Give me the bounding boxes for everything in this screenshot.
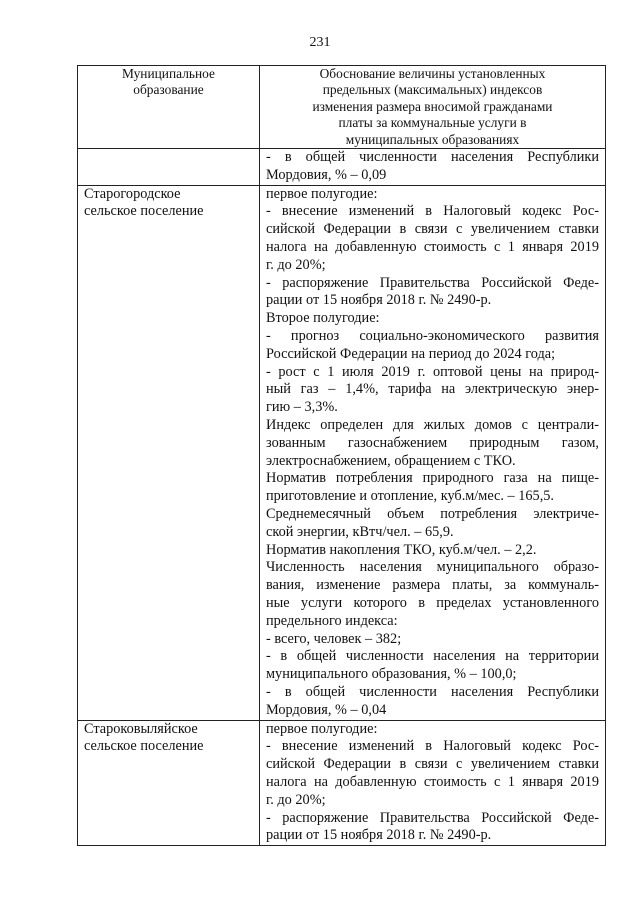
tariff-index-table [77, 65, 606, 846]
justification-text-line: ные услуги которого в пределах установленного [266, 594, 599, 611]
justification-text-line: гию – 3,3%. [266, 399, 338, 416]
table-row [78, 185, 606, 720]
justification-text-line: Мордовия, % – 0,09 [266, 166, 387, 183]
justification-text-line: первое полугодие: [266, 720, 378, 737]
justification-text-line: предельного индекса: [266, 612, 398, 629]
justification-text-line: - внесение изменений в Налоговый кодекс Рос- [266, 203, 599, 220]
header-justification [260, 66, 606, 149]
header-justification-line: Обоснование величины установленных [319, 66, 546, 81]
justification-text-line: Норматив накопления ТКО, куб.м/чел. – 2,2. [266, 541, 537, 558]
justification-text-line: - прогноз социально-экономического развития [266, 328, 599, 344]
justification-text-line: ской энергии, кВтч/чел. – 65,9. [266, 523, 454, 540]
justification-text-line: Норматив потребления природного газа на пище- [266, 470, 599, 487]
justification-text-line: г. до 20%; [266, 791, 326, 808]
justification-text-line: налога на добавленную стоимость с 1 января 2019 [266, 773, 599, 790]
justification-text-line: зованным газоснабжением природным газом, [266, 434, 599, 451]
table-header-row [78, 66, 606, 149]
justification-text-line: Второе полугодие: [266, 310, 380, 327]
justification-text-line: ный газ – 1,4%, тарифа на электрическую энер- [266, 381, 599, 398]
justification-text-line: Индекс определен для жилых домов с централи- [266, 416, 599, 433]
table-row [78, 149, 606, 186]
justification-text-line: - в общей численности населения на территории [266, 648, 599, 665]
justification-text-line: - рост с 1 июля 2019 г. оптовой цены на природ- [266, 363, 599, 380]
justification-text-line: г. до 20%; [266, 256, 326, 273]
justification-text-line: - всего, человек – 382; [266, 630, 402, 647]
justification-text-line: первое полугодие: [266, 185, 378, 202]
municipality-cell [78, 149, 260, 186]
municipality-cell [78, 185, 260, 720]
page-number: 231 [309, 35, 331, 50]
justification-text-line: - внесение изменений в Налоговый кодекс Рос- [266, 738, 599, 755]
justification-text-line: - в общей численности населения Республики [266, 683, 599, 700]
justification-text-line: электроснабжением, обращением с ТКО. [266, 452, 516, 469]
table-row [78, 720, 606, 846]
header-justification-line: изменения размера вносимой гражданами [312, 98, 553, 114]
justification-text-line: - распоряжение Правительства Российской Феде- [266, 274, 599, 291]
justification-cell [260, 149, 606, 186]
header-municipality [78, 66, 260, 149]
justification-text-line: рации от 15 ноября 2018 г. № 2490-р. [266, 292, 492, 309]
justification-text-line: сийской Федерации в связи с увеличением ставки [266, 756, 599, 773]
justification-cell [260, 185, 606, 720]
justification-text-line: Среднемесячный объем потребления электриче- [266, 505, 599, 522]
justification-text-line: Численность населения муниципального образо- [266, 559, 599, 576]
justification-text-line: - распоряжение Правительства Российской Феде- [266, 809, 599, 826]
municipality-cell [78, 720, 260, 846]
header-municipality-line: образование [133, 82, 204, 98]
justification-text-line: рации от 15 ноября 2018 г. № 2490-р. [266, 827, 492, 844]
municipality-name-line: Старогородское [84, 185, 181, 202]
justification-text-line: приготовление и отопление, куб.м/мес. – 165,5. [266, 488, 554, 505]
justification-text-line: Российской Федерации на период до 2024 года; [266, 345, 556, 362]
municipality-name-line: сельское поселение [84, 738, 204, 755]
header-municipality-line: Муниципальное [122, 66, 215, 81]
header-justification-line: платы за коммунальные услуги в [338, 115, 527, 131]
justification-text-line: вания, изменение размера платы, за коммуналь- [266, 577, 599, 594]
justification-text-line: сийской Федерации в связи с увеличением ставки [266, 221, 599, 238]
justification-text-line: Мордовия, % – 0,04 [266, 701, 387, 718]
header-justification-line: предельных (максимальных) индексов [322, 82, 543, 98]
justification-cell [260, 720, 606, 846]
justification-text-line: муниципального образования, % – 100,0; [266, 666, 517, 683]
justification-text-line: налога на добавленную стоимость с 1 января 2019 [266, 239, 599, 256]
municipality-name-line: сельское поселение [84, 203, 204, 220]
municipality-name-line: Староковыляйское [84, 720, 198, 737]
justification-text-line: - в общей численности населения Республики [266, 149, 599, 166]
header-justification-line: муниципальных образованиях [345, 131, 520, 147]
